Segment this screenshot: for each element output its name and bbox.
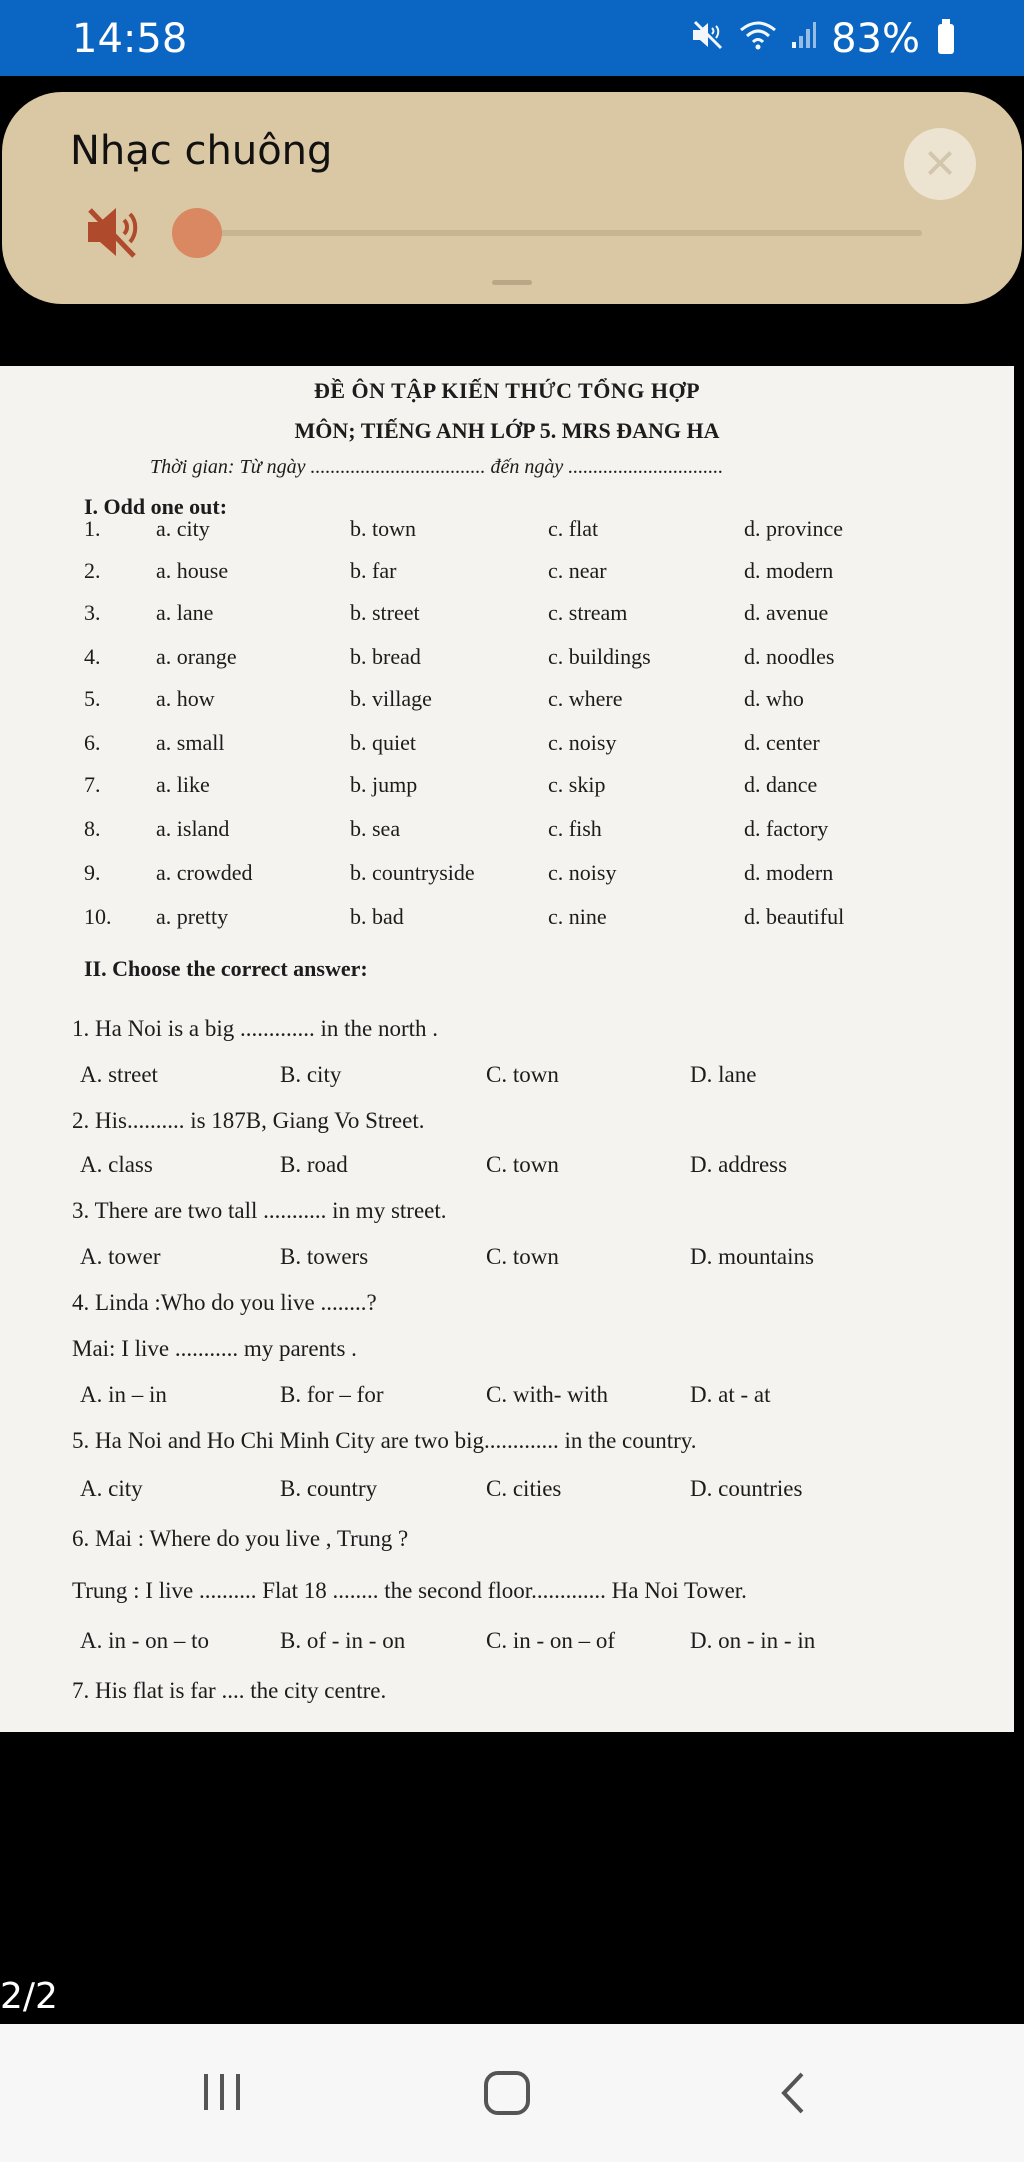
option-b: B. for – for [280,1382,384,1407]
mute-icon [691,20,725,58]
worksheet-subtitle: MÔN; TIẾNG ANH LỚP 5. MRS ĐANG HA [294,418,720,443]
row-number: 5. [84,686,101,711]
option-b: b. jump [350,772,418,797]
option-d: D. at - at [690,1382,771,1407]
option-a: a. city [156,516,210,541]
question-2: 2. His.......... is 187B, Giang Vo Street. [72,1108,425,1133]
odd-one-out-row [0,686,1014,726]
option-d: D. lane [690,1062,757,1087]
question-4: 4. Linda :Who do you live ........? [72,1290,377,1315]
odd-one-out-row [0,644,1014,684]
option-c: c. skip [548,772,606,797]
odd-one-out-row [0,558,1014,598]
odd-one-out-row [0,816,1014,856]
option-a: a. how [156,686,215,711]
worksheet-time-line: Thời gian: Từ ngày ................................... đến ngày ............................... [150,456,724,478]
section-choose-answer: II. Choose the correct answer: [84,956,368,981]
option-d: d. modern [744,860,834,885]
option-c: c. buildings [548,644,651,669]
question-6-reply: Trung : I live .......... Flat 18 ........ the second floor............. Ha Noi Tower. [72,1578,747,1603]
option-a: a. like [156,772,210,797]
option-a: a. crowded [156,860,253,885]
odd-one-out-row [0,860,1014,900]
option-c: C. town [486,1244,559,1269]
option-c: c. near [548,558,607,583]
option-c: c. stream [548,600,628,625]
option-d: d. modern [744,558,834,583]
option-c: C. town [486,1062,559,1087]
option-d: D. on - in - in [690,1628,816,1653]
option-d: d. province [744,516,843,541]
odd-one-out-row [0,904,1014,944]
wifi-icon [739,20,777,58]
option-c: C. cities [486,1476,562,1501]
row-number: 8. [84,816,101,841]
option-d: d. center [744,730,820,755]
page-indicator: 2/2 [0,1976,58,2017]
option-d: D. address [690,1152,788,1177]
option-b: B. city [280,1062,342,1087]
option-b: b. sea [350,816,401,841]
question-4-reply: Mai: I live ........... my parents . [72,1336,357,1361]
option-d: d. who [744,686,804,711]
option-d: D. mountains [690,1244,814,1269]
option-d: d. noodles [744,644,835,669]
option-a: a. small [156,730,225,755]
option-c: C. in - on – of [486,1628,616,1653]
signal-icon [791,20,817,58]
option-b: b. far [350,558,397,583]
option-b: b. village [350,686,432,711]
option-c: c. noisy [548,860,617,885]
option-c: c. noisy [548,730,617,755]
volume-panel [2,92,1022,304]
option-c: c. fish [548,816,602,841]
option-b: B. towers [280,1244,369,1269]
option-c: c. nine [548,904,607,929]
option-a: A. class [80,1152,153,1177]
option-c: c. flat [548,516,599,541]
battery-icon [938,24,954,54]
row-number: 10. [84,904,112,929]
option-b: b. quiet [350,730,416,755]
volume-slider-thumb[interactable] [172,208,222,258]
option-a: a. island [156,816,230,841]
option-d: d. factory [744,816,829,841]
worksheet-photo [0,366,1014,1732]
row-number: 9. [84,860,101,885]
panel-drag-handle[interactable] [492,280,532,285]
row-number: 2. [84,558,101,583]
option-b: B. country [280,1476,378,1501]
navigation-bar [0,2024,1024,2162]
status-time: 14:58 [72,16,188,62]
option-d: d. avenue [744,600,829,625]
odd-one-out-row [0,772,1014,812]
ringtone-mute-icon[interactable] [84,202,146,267]
option-d: d. dance [744,772,818,797]
option-b: b. bad [350,904,404,929]
row-number: 3. [84,600,101,625]
row-number: 6. [84,730,101,755]
question-5: 5. Ha Noi and Ho Chi Minh City are two big............. in the country. [72,1428,697,1453]
option-c: c. where [548,686,623,711]
row-number: 7. [84,772,101,797]
row-number: 4. [84,644,101,669]
close-icon[interactable]: × [904,128,976,200]
home-icon[interactable] [482,2070,532,2121]
option-a: A. tower [80,1244,161,1269]
section-odd-one-out: I. Odd one out: [84,494,228,519]
question-1: 1. Ha Noi is a big ............. in the north . [72,1016,439,1041]
option-d: d. beautiful [744,904,845,929]
option-d: D. countries [690,1476,803,1501]
option-a: A. street [80,1062,158,1087]
option-a: A. city [80,1476,143,1501]
option-b: B. road [280,1152,348,1177]
option-b: b. town [350,516,416,541]
question-6: 6. Mai : Where do you live , Trung ? [72,1526,409,1551]
volume-slider-track[interactable] [172,230,922,236]
option-b: b. bread [350,644,421,669]
option-b: B. of - in - on [280,1628,406,1653]
status-bar [0,0,1024,76]
question-7: 7. His flat is far .... the city centre. [72,1678,387,1703]
option-a: a. lane [156,600,214,625]
status-icons [691,16,954,62]
option-b: b. countryside [350,860,475,885]
odd-one-out-row [0,730,1014,770]
option-a: A. in - on – to [80,1628,210,1653]
option-c: C. with- with [486,1382,609,1407]
battery-percent: 83% [831,16,920,62]
recent-apps-icon[interactable] [198,2070,246,2119]
back-icon[interactable] [778,2070,808,2121]
option-a: A. in – in [80,1382,167,1407]
volume-panel-title: Nhạc chuông [70,128,333,174]
row-number: 1. [84,516,101,541]
option-a: a. orange [156,644,237,669]
odd-one-out-row [0,516,1014,556]
odd-one-out-row [0,600,1014,640]
option-b: b. street [350,600,420,625]
option-a: a. house [156,558,229,583]
worksheet-title: ĐỀ ÔN TẬP KIẾN THỨC TỔNG HỢP [313,378,701,403]
option-c: C. town [486,1152,559,1177]
option-a: a. pretty [156,904,229,929]
question-3: 3. There are two tall ........... in my street. [72,1198,447,1223]
